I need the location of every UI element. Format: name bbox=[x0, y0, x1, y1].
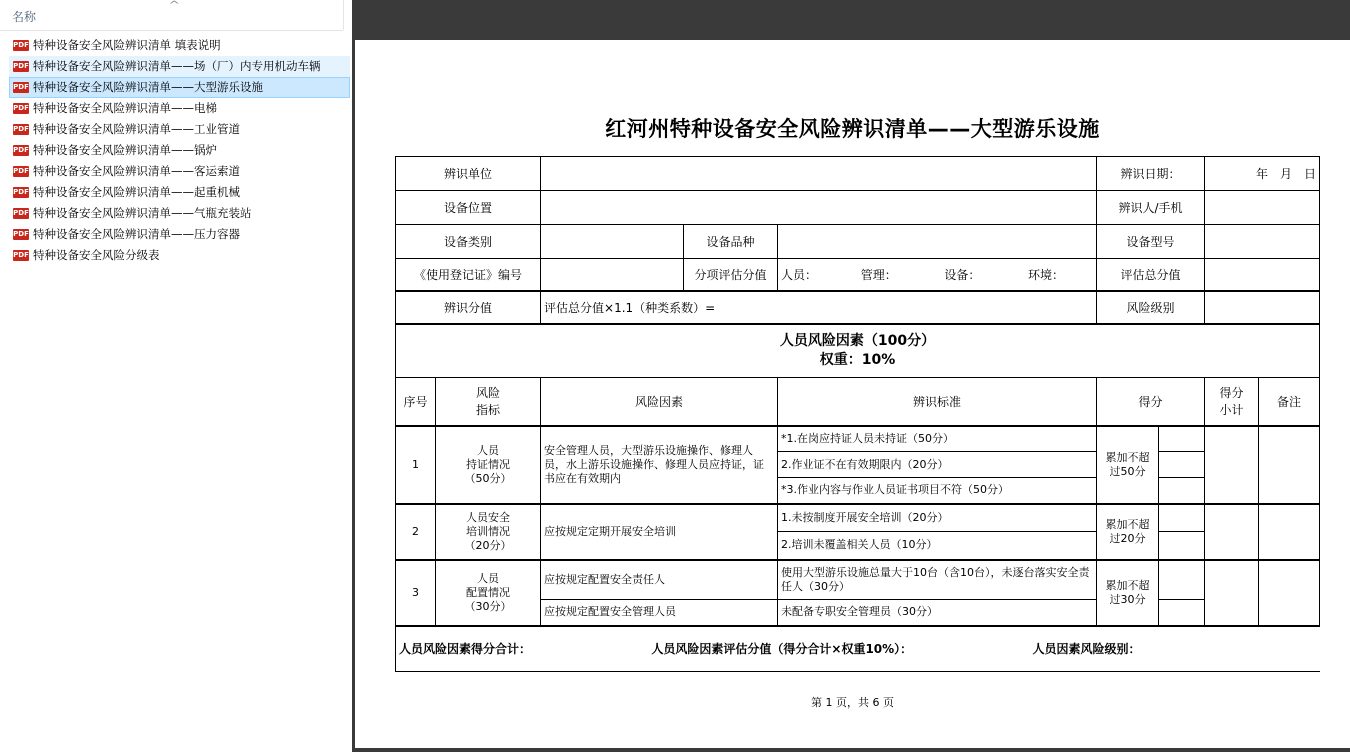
sub-env-label: 环境： bbox=[1028, 267, 1065, 282]
risk-level-value-cell[interactable] bbox=[1205, 291, 1320, 324]
model-value-cell[interactable] bbox=[1205, 225, 1320, 259]
page-indicator: 第 1 页，共 6 页 bbox=[811, 696, 894, 709]
footer-summary bbox=[396, 626, 1320, 672]
pdf-file-icon: PDF bbox=[13, 209, 29, 217]
file-item[interactable] bbox=[9, 35, 350, 56]
row2-no: 2 bbox=[396, 504, 436, 560]
row3-ind-line1: 人员 bbox=[477, 571, 499, 585]
row2-factor: 应按规定定期开展安全培训 bbox=[541, 504, 778, 560]
row1-criteria-3: *3.作业内容与作业人员证书项目不符（50分） bbox=[778, 478, 1097, 504]
cert-value-cell[interactable] bbox=[541, 259, 684, 291]
file-name: 特种设备安全风险辨识清单——气瓶充装站 bbox=[33, 206, 252, 220]
file-item-selected[interactable] bbox=[9, 77, 350, 98]
file-explorer-pane bbox=[0, 0, 352, 752]
location-value-cell[interactable] bbox=[541, 191, 1097, 225]
col-factor: 风险因素 bbox=[541, 378, 778, 426]
preview-toolbar-area bbox=[352, 0, 1350, 40]
model-label: 设备型号 bbox=[1097, 225, 1205, 259]
section-header bbox=[396, 324, 1320, 378]
section-weight: 权重：10% bbox=[819, 351, 896, 368]
col-subtotal bbox=[1205, 378, 1259, 426]
pdf-file-icon: PDF bbox=[13, 251, 29, 259]
file-name: 特种设备安全风险辨识清单——大型游乐设施 bbox=[33, 80, 263, 94]
file-item[interactable] bbox=[9, 203, 350, 224]
person-label: 辨识人/手机 bbox=[1097, 191, 1205, 225]
pdf-file-icon: PDF bbox=[13, 146, 29, 154]
file-item[interactable] bbox=[9, 224, 350, 245]
category-value-cell[interactable] bbox=[541, 225, 684, 259]
row1-criteria-1: *1.在岗应持证人员未持证（50分） bbox=[778, 426, 1097, 452]
column-header-name[interactable]: 名称 bbox=[12, 10, 37, 24]
sub-person-label: 人员： bbox=[781, 267, 818, 282]
file-item[interactable] bbox=[9, 161, 350, 182]
col-remark: 备注 bbox=[1259, 378, 1320, 426]
row3-score-1-cell[interactable] bbox=[1159, 560, 1205, 600]
row2-score-2-cell[interactable] bbox=[1159, 532, 1205, 560]
file-name: 特种设备安全风险辨识清单——客运索道 bbox=[33, 164, 240, 178]
ident-formula: 评估总分值×1.1（种类系数）= bbox=[541, 291, 1097, 324]
total-label: 评估总分值 bbox=[1097, 259, 1205, 291]
row1-cap bbox=[1097, 426, 1159, 504]
row2-subtotal-cell[interactable] bbox=[1205, 504, 1259, 560]
row3-criteria-2: 未配备专职安全管理员（30分） bbox=[778, 600, 1097, 626]
file-name: 特种设备安全风险辨识清单——锅炉 bbox=[33, 143, 217, 157]
file-name: 特种设备安全风险辨识清单——电梯 bbox=[33, 101, 217, 115]
file-name: 特种设备安全风险辨识清单 填表说明 bbox=[33, 38, 221, 52]
unit-label: 辨识单位 bbox=[396, 157, 541, 191]
file-item[interactable] bbox=[9, 182, 350, 203]
file-name: 特种设备安全风险辨识清单——压力容器 bbox=[33, 227, 240, 241]
row2-cap bbox=[1097, 504, 1159, 560]
col-score: 得分 bbox=[1097, 378, 1205, 426]
row1-score-3-cell[interactable] bbox=[1159, 478, 1205, 504]
row2-criteria-2: 2.培训未覆盖相关人员（10分） bbox=[778, 532, 1097, 560]
row2-ind-line1: 人员安全 bbox=[466, 510, 510, 524]
col-no: 序号 bbox=[396, 378, 436, 426]
file-item[interactable] bbox=[9, 119, 350, 140]
person-value-cell[interactable] bbox=[1205, 191, 1320, 225]
col-subtotal-line2: 小计 bbox=[1219, 403, 1244, 418]
row1-indicator bbox=[436, 426, 541, 504]
col-criteria: 辨识标准 bbox=[778, 378, 1097, 426]
row1-cap-line1: 累加不超 bbox=[1105, 450, 1150, 464]
row3-no: 3 bbox=[396, 560, 436, 626]
row3-score-2-cell[interactable] bbox=[1159, 600, 1205, 626]
sub-mgmt-label: 管理： bbox=[860, 267, 897, 282]
sub-equip-label: 设备： bbox=[944, 267, 981, 282]
date-label: 辨识日期： bbox=[1097, 157, 1205, 191]
row3-ind-line2: 配置情况 bbox=[466, 585, 510, 599]
file-item[interactable] bbox=[9, 56, 350, 77]
col-indicator-line2: 指标 bbox=[476, 403, 501, 418]
section-title: 人员风险因素（100分） bbox=[779, 332, 936, 349]
pdf-file-icon: PDF bbox=[13, 230, 29, 238]
row3-factor-b: 应按规定配置安全管理人员 bbox=[541, 600, 778, 626]
footer-eval-label: 人员风险因素评估分值（得分合计×权重10%）： bbox=[651, 642, 913, 657]
document-title: 红河州特种设备安全风险辨识清单——大型游乐设施 bbox=[605, 117, 1100, 141]
ident-score-label: 辨识分值 bbox=[396, 291, 541, 324]
pdf-file-icon: PDF bbox=[13, 83, 29, 91]
variety-value-cell[interactable] bbox=[778, 225, 1097, 259]
footer-sum-label: 人员风险因素得分合计： bbox=[399, 642, 532, 657]
cert-label: 《使用登记证》编号 bbox=[396, 259, 541, 291]
risk-level-label: 风险级别 bbox=[1097, 291, 1205, 324]
row1-ind-line3: （50分） bbox=[464, 471, 512, 485]
row2-cap-line1: 累加不超 bbox=[1105, 517, 1150, 531]
row1-factor: 安全管理人员，大型游乐设施操作、修理人员，水上游乐设施操作、修理人员应持证，证书应在有效期内 bbox=[541, 426, 778, 504]
col-indicator bbox=[436, 378, 541, 426]
row2-indicator bbox=[436, 504, 541, 560]
row3-subtotal-cell[interactable] bbox=[1205, 560, 1259, 626]
footer-level-label: 人员因素风险级别： bbox=[1032, 642, 1141, 657]
category-label: 设备类别 bbox=[396, 225, 541, 259]
pdf-preview-pane[interactable] bbox=[352, 0, 1350, 752]
risk-identification-table bbox=[395, 156, 1320, 672]
column-header[interactable] bbox=[0, 0, 343, 31]
pdf-file-icon: PDF bbox=[13, 167, 29, 175]
row2-score-1-cell[interactable] bbox=[1159, 504, 1205, 532]
pdf-page[interactable] bbox=[355, 40, 1350, 748]
total-value-cell[interactable] bbox=[1205, 259, 1320, 291]
file-list bbox=[9, 35, 350, 266]
row2-cap-line2: 过20分 bbox=[1109, 531, 1146, 545]
sub-score-values[interactable] bbox=[778, 259, 1097, 291]
row1-ind-line1: 人员 bbox=[477, 443, 499, 457]
row3-cap-line2: 过30分 bbox=[1109, 592, 1146, 606]
location-label: 设备位置 bbox=[396, 191, 541, 225]
file-item[interactable] bbox=[9, 245, 350, 266]
sub-score-label: 分项评估分值 bbox=[684, 259, 778, 291]
row3-criteria-1: 使用大型游乐设施总量大于10台（含10台），未逐台落实安全责任人（30分） bbox=[778, 560, 1097, 600]
row2-ind-line3: （20分） bbox=[464, 538, 512, 552]
row1-score-2-cell[interactable] bbox=[1159, 452, 1205, 478]
sort-ascending-icon: ^ bbox=[168, 0, 181, 11]
row1-remark-cell[interactable] bbox=[1259, 426, 1320, 504]
file-item[interactable] bbox=[9, 140, 350, 161]
row3-remark-cell[interactable] bbox=[1259, 560, 1320, 626]
pdf-file-icon: PDF bbox=[13, 125, 29, 133]
row1-criteria-2: 2.作业证不在有效期限内（20分） bbox=[778, 452, 1097, 478]
row3-cap bbox=[1097, 560, 1159, 626]
unit-value-cell[interactable] bbox=[541, 157, 1097, 191]
column-divider[interactable] bbox=[343, 0, 344, 30]
date-value[interactable]: 年 月 日 bbox=[1205, 157, 1320, 191]
variety-label: 设备品种 bbox=[684, 225, 778, 259]
file-name: 特种设备安全风险辨识清单——场（厂）内专用机动车辆 bbox=[33, 59, 321, 73]
file-name: 特种设备安全风险分级表 bbox=[33, 248, 160, 262]
file-name: 特种设备安全风险辨识清单——工业管道 bbox=[33, 122, 240, 136]
row1-cap-line2: 过50分 bbox=[1109, 464, 1146, 478]
file-name: 特种设备安全风险辨识清单——起重机械 bbox=[33, 185, 240, 199]
pdf-file-icon: PDF bbox=[13, 104, 29, 112]
row1-subtotal-cell[interactable] bbox=[1205, 426, 1259, 504]
row2-ind-line2: 培训情况 bbox=[466, 524, 510, 538]
row2-criteria-1: 1.未按制度开展安全培训（20分） bbox=[778, 504, 1097, 532]
pdf-file-icon: PDF bbox=[13, 188, 29, 196]
row3-ind-line3: （30分） bbox=[464, 599, 512, 613]
col-indicator-line1: 风险 bbox=[476, 386, 501, 401]
col-subtotal-line1: 得分 bbox=[1219, 386, 1244, 401]
row1-ind-line2: 持证情况 bbox=[466, 457, 510, 471]
row1-score-1-cell[interactable] bbox=[1159, 426, 1205, 452]
row3-factor-a: 应按规定配置安全责任人 bbox=[541, 560, 778, 600]
pdf-file-icon: PDF bbox=[13, 41, 29, 49]
row3-cap-line1: 累加不超 bbox=[1105, 578, 1150, 592]
row3-indicator bbox=[436, 560, 541, 626]
file-item[interactable] bbox=[9, 98, 350, 119]
row2-remark-cell[interactable] bbox=[1259, 504, 1320, 560]
row1-no: 1 bbox=[396, 426, 436, 504]
pdf-file-icon: PDF bbox=[13, 62, 29, 70]
